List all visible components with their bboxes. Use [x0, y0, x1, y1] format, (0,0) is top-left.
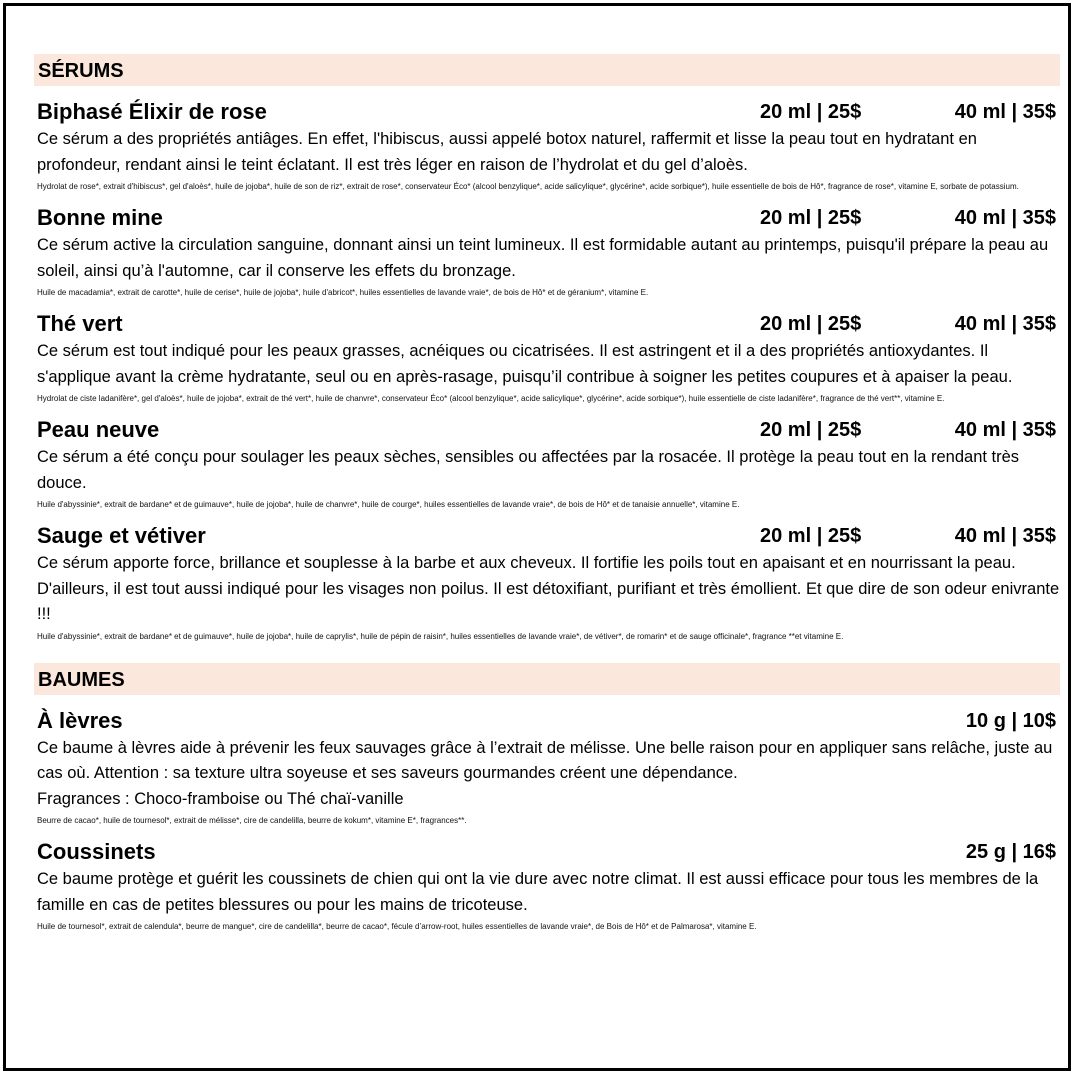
price-20ml: 20 ml | 25$ — [760, 419, 862, 441]
product-description — [34, 736, 1060, 813]
product-ingredients: Huile d'abyssinie*, extrait de bardane* et de guimauve*, huile de jojoba*, huile de chanvre*, huile de courge*, huiles essentielles de lavande vraie*, de bois de Hô* et de tanaisie annuelle*, vitamine E. — [37, 500, 740, 509]
fragrances-text: Fragrances : Choco-framboise ou Thé chaï-vanille — [37, 789, 404, 808]
section-header-serums: SÉRUMS — [34, 54, 1060, 86]
price-40ml: 40 ml | 35$ — [954, 525, 1056, 547]
product-ingredients: Huile de macadamia*, extrait de carotte*, huile de cerise*, huile de jojoba*, huile d'abricot*, huiles essentielles de lavande vraie*, de bois de Hô* et de géranium*, vitamine E. — [37, 288, 649, 297]
product-description: Ce sérum active la circulation sanguine, donnant ainsi un teint lumineux. Il est formidable autant au printemps, puisqu'il prépare la peau au soleil, ainsi qu’à l'automne, car il conserve les effets du bronzage. — [37, 236, 1049, 280]
price-20ml: 20 ml | 25$ — [760, 207, 862, 229]
section-header-baumes: BAUMES — [34, 663, 1060, 695]
page-frame — [3, 3, 1071, 1071]
price-20ml: 20 ml | 25$ — [760, 101, 862, 123]
product-a-levres — [34, 707, 1060, 827]
product-name: Biphasé Élixir de rose — [37, 99, 267, 124]
product-name: Coussinets — [37, 839, 156, 864]
price-20ml: 20 ml | 25$ — [760, 313, 862, 335]
product-peau-neuve — [34, 416, 1060, 510]
product-description: Ce baume protège et guérit les coussinets de chien qui ont la vie dure avec notre climat. Il est aussi efficace pour tous les membres de la famille en cas de petites blessures ou pour les mains de tricoteuse. — [37, 870, 1039, 914]
product-ingredients: Huile de tournesol*, extrait de calendula*, beurre de mangue*, cire de candelilla*, beurre de cacao*, fécule d’arrow-root, huiles essentielles de lavande vraie*, de Bois de Hô* et de Palmarosa*, vitamine E. — [37, 922, 757, 931]
price-40ml: 40 ml | 35$ — [954, 207, 1056, 229]
product-description: Ce sérum a des propriétés antiâges. En effet, l'hibiscus, aussi appelé botox naturel, raffermit et lisse la peau tout en hydratant en profondeur, rendant ainsi le teint éclatant. Il est très léger en raison de l’hydrolat et du gel d’aloès. — [37, 130, 977, 174]
product-biphase-elixir-de-rose — [34, 98, 1060, 192]
price: 25 g | 16$ — [965, 841, 1056, 863]
product-ingredients: Hydrolat de rose*, extrait d'hibiscus*, gel d'aloès*, huile de jojoba*, huile de son de riz*, extrait de rose*, conservateur Éco* (alcool benzylique*, acide salicylique*, glycérine*, acide sorbique*), huile essentielle de bois de Hô*, fragrance de rose*, vitamine E, sorbate de potassium. — [37, 182, 1019, 191]
price: 10 g | 10$ — [965, 709, 1056, 732]
product-ingredients: Beurre de cacao*, huile de tournesol*, extrait de mélisse*, cire de candelilla, beurre de kokum*, vitamine E*, fragrances**. — [37, 816, 467, 825]
price-40ml: 40 ml | 35$ — [954, 419, 1056, 441]
product-coussinets — [34, 838, 1060, 932]
product-sauge-et-vetiver — [34, 522, 1060, 642]
product-description: Ce sérum a été conçu pour soulager les peaux sèches, sensibles ou affectées par la rosacée. Il protège la peau tout en la rendant très douce. — [37, 448, 1020, 492]
product-the-vert — [34, 310, 1060, 404]
product-name: Thé vert — [37, 311, 123, 336]
product-name: À lèvres — [37, 707, 123, 733]
product-name: Peau neuve — [37, 417, 160, 442]
price-20ml: 20 ml | 25$ — [760, 525, 862, 547]
product-description: Ce sérum est tout indiqué pour les peaux grasses, acnéiques ou cicatrisées. Il est astringent et il a des propriétés antioxydantes. Il s'applique avant la crème hydratante, seul ou en après-rasage, puisqu’il contribue à soigner les petites coupures et à apaiser la peau. — [37, 342, 1013, 386]
product-bonne-mine — [34, 204, 1060, 298]
menu-content — [34, 54, 1060, 944]
product-ingredients: Huile d'abyssinie*, extrait de bardane* et de guimauve*, huile de jojoba*, huile de caprylis*, huile de pépin de raisin*, huiles essentielles de lavande vraie*, de vétiver*, de romarin* et de sauge officinale*, fragrance **et vitamine E. — [37, 631, 844, 641]
description-text: Ce baume à lèvres aide à prévenir les feux sauvages grâce à l’extrait de mélisse. Une belle raison pour en appliquer sans relâche, juste au cas où. Attention : sa texture ultra soyeuse et ses saveurs gourmandes créent une dépendance. — [37, 738, 1053, 782]
product-ingredients: Hydrolat de ciste ladanifère*, gel d'aloès*, huile de jojoba*, extrait de thé vert*, huile de chanvre*, conservateur Éco* (alcool benzylique*, acide salicylique*, glycérine*, acide sorbique*), huile essentielle de ciste ladanifère*, fragrance de thé vert**, vitamine E. — [37, 394, 945, 403]
product-name: Bonne mine — [37, 205, 163, 230]
product-name: Sauge et vétiver — [37, 523, 206, 548]
price-40ml: 40 ml | 35$ — [954, 101, 1056, 123]
product-description: Ce sérum apporte force, brillance et souplesse à la barbe et aux cheveux. Il fortifie les poils tout en apaisant et en nourrissant la peau. D'ailleurs, il est tout aussi indiqué pour les visages non poilus. Il est détoxifiant, purifiant et très émollient. Et que dire de son odeur enivrante !!! — [37, 554, 1060, 623]
price-40ml: 40 ml | 35$ — [954, 313, 1056, 335]
